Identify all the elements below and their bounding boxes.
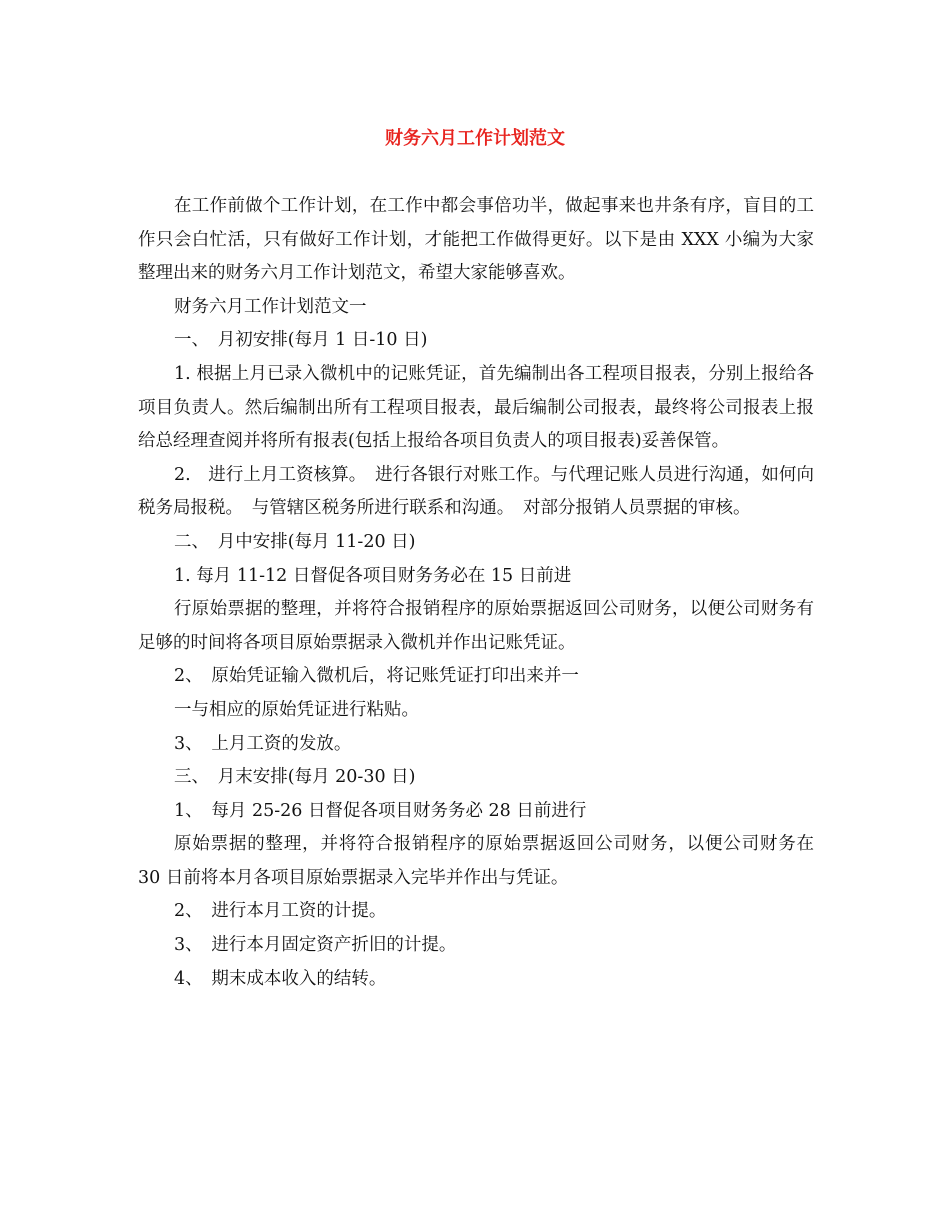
paragraph-item: 1. 每月 11-12 日督促各项目财务务必在 15 日前进 bbox=[174, 565, 572, 586]
paragraph-item: 2、 原始凭证输入微机后，将记账凭证打印出来并一 bbox=[174, 666, 579, 687]
intro-paragraph: 在工作前做个工作计划，在工作中都会事倍功半，做起事来也井条有序，盲目的工作只会白忙活，只有做好工作计划，才能把工作做得更好。以下是由 XXX 小编为大家整理出来的财务六月工作计划范文，希望大家能够喜欢。 bbox=[138, 196, 814, 284]
paragraph-item: 3、 进行本月固定资产折旧的计提。 bbox=[174, 935, 457, 956]
paragraph-item: 4、 期末成本收入的结转。 bbox=[174, 968, 387, 989]
document-title: 财务六月工作计划范文 bbox=[385, 128, 565, 149]
paragraph-item: 1、 每月 25-26 日督促各项目财务务必 28 日前进行 bbox=[174, 800, 587, 821]
section-heading-plan-one: 财务六月工作计划范文一 bbox=[174, 296, 367, 317]
paragraph-item: 原始票据的整理，并将符合报销程序的原始票据返回公司财务，以便公司财务在 30 日前将本月各项目原始票据录入完毕并作出与凭证。 bbox=[138, 834, 814, 888]
section-heading-month-end: 三、 月末安排(每月 20-30 日) bbox=[174, 767, 416, 788]
paragraph-item: 2. 进行上月工资核算。 进行各银行对账工作。与代理记账人员进行沟通，如何向税务局报税。 与管辖区税务所进行联系和沟通。 对部分报销人员票据的审核。 bbox=[138, 464, 814, 519]
section-heading-month-start: 一、 月初安排(每月 1 日-10 日) bbox=[174, 330, 428, 351]
paragraph-item: 1. 根据上月已录入微机中的记账凭证，首先编制出各工程项目报表，分别上报给各项目负责人。然后编制出所有工程项目报表，最后编制公司报表，最终将公司报表上报给总经理查阅并将所有报表(包括上报给各项目负责人的项目报表)妥善保管。 bbox=[138, 363, 814, 452]
paragraph-item: 行原始票据的整理，并将符合报销程序的原始票据返回公司财务，以便公司财务有足够的时间将各项目原始票据录入微机并作出记账凭证。 bbox=[138, 599, 814, 653]
paragraph-item: 2、 进行本月工资的计提。 bbox=[174, 901, 387, 922]
paragraph-item: 3、 上月工资的发放。 bbox=[174, 733, 352, 754]
document-body bbox=[138, 190, 814, 996]
paragraph-item: 一与相应的原始凭证进行粘贴。 bbox=[174, 699, 419, 720]
section-heading-mid-month: 二、 月中安排(每月 11-20 日) bbox=[174, 531, 416, 552]
